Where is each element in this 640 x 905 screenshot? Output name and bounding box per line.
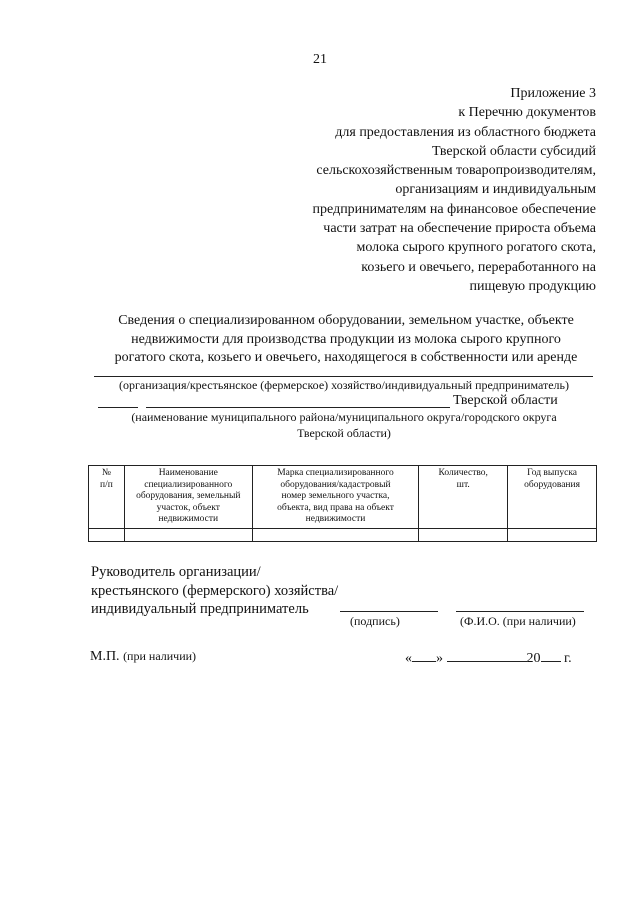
header-year: Год выпуска оборудования xyxy=(508,466,597,529)
year-suffix: г. xyxy=(564,651,572,666)
appendix-line: для предоставления из областного бюджета xyxy=(335,124,596,140)
signature-title-line: крестьянского (фермерского) хозяйства/ xyxy=(91,582,339,599)
document-heading xyxy=(88,312,604,368)
table-cell[interactable] xyxy=(89,528,125,541)
header-name: Наименование специализированного оборудования, земельный участок, объект недвижимости xyxy=(124,466,252,529)
signature-title-line: индивидуальный предприниматель xyxy=(91,601,309,617)
organization-blank-line xyxy=(94,376,593,377)
appendix-line: Приложение 3 xyxy=(510,86,596,101)
header-quantity: Количество, шт. xyxy=(419,466,508,529)
appendix-reference xyxy=(236,84,596,296)
appendix-line: пищевую продукцию xyxy=(469,278,596,294)
region-label: Тверской области xyxy=(453,393,558,408)
table-cell[interactable] xyxy=(252,528,419,541)
municipality-caption-line: Тверской области) xyxy=(297,426,391,440)
date-line xyxy=(405,649,572,667)
appendix-line: сельскохозяйственным товаропроизводителям, xyxy=(316,163,596,179)
table-cell[interactable] xyxy=(419,528,508,541)
signature-title xyxy=(91,563,338,619)
month-blank[interactable] xyxy=(447,649,527,662)
heading-line: рогатого скота, козьего и овечьего, находящегося в собственности или аренде xyxy=(114,350,578,365)
appendix-line: козьего и овечьего, переработанного на xyxy=(361,259,596,275)
table-header-row xyxy=(89,466,597,529)
year-prefix: 20 xyxy=(526,651,541,666)
date-open-quote: « xyxy=(405,651,412,666)
appendix-line: предпринимателям на финансовое обеспечение xyxy=(312,201,596,217)
municipality-blank-line-start xyxy=(98,407,138,408)
stamp-abbreviation: М.П. xyxy=(90,649,120,664)
organization-caption: (организация/крестьянское (фермерское) хозяйство/индивидуальный предприниматель) xyxy=(118,378,570,392)
signature-title-line: Руководитель организации/ xyxy=(91,564,261,580)
appendix-line: к Перечню документов xyxy=(458,105,596,121)
table-cell[interactable] xyxy=(508,528,597,541)
stamp-note: (при наличии) xyxy=(123,649,197,663)
day-blank[interactable] xyxy=(412,649,436,662)
full-name-blank-line[interactable] xyxy=(456,611,584,612)
appendix-line: Тверской области субсидий xyxy=(432,143,596,159)
full-name-caption: (Ф.И.О. (при наличии) xyxy=(460,614,576,628)
appendix-line: молока сырого крупного рогатого скота, xyxy=(356,240,596,256)
date-close-quote: » xyxy=(436,651,443,666)
header-number: № п/п xyxy=(89,466,125,529)
appendix-line: части затрат на обеспечение прироста объема xyxy=(323,221,596,237)
signature-blank-line[interactable] xyxy=(340,611,438,612)
signature-caption: (подпись) xyxy=(350,614,400,628)
stamp-label xyxy=(90,649,196,665)
table-cell[interactable] xyxy=(124,528,252,541)
table-row xyxy=(89,528,597,541)
appendix-line: организациям и индивидуальным xyxy=(395,182,596,198)
page-number: 21 xyxy=(313,52,327,67)
municipality-blank-line xyxy=(146,407,450,408)
header-brand: Марка специализированного оборудования/кадастровый номер земельного участка, объекта, вид права на объект недвижимости xyxy=(252,466,419,529)
municipality-caption-line: (наименование муниципального района/муниципального округа/городского округа xyxy=(131,410,557,424)
equipment-table xyxy=(88,465,597,542)
heading-line: Сведения о специализированном оборудовании, земельном участке, объекте xyxy=(118,313,574,328)
year-blank[interactable] xyxy=(541,649,561,662)
heading-line: недвижимости для производства продукции из молока сырого крупного xyxy=(131,331,561,347)
